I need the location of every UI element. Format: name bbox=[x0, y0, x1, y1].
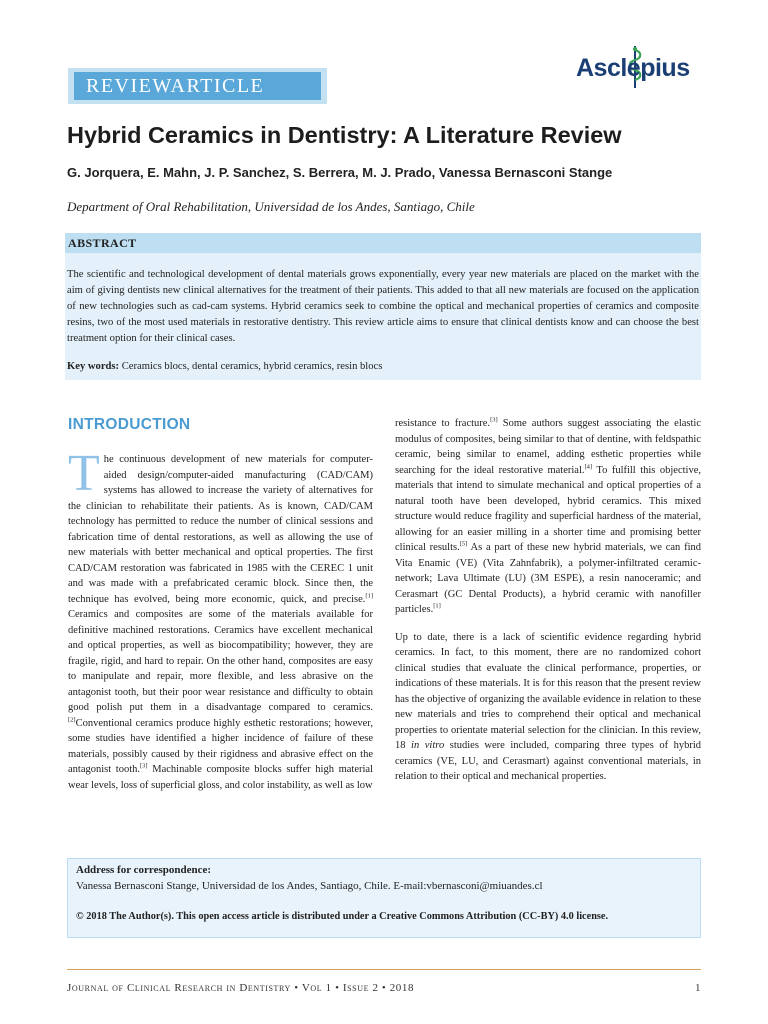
correspondence-heading: Address for correspondence: bbox=[76, 864, 212, 876]
text-run: As a part of these new hybrid materials, we can find Vita Enamic (VE) (Vita Zahnfabrik), a polymer-infiltrated ceramic-network; Lava Ultimate (LU) (3M ESPE), a resin nanoceramic; and Cerasmart (GC Dental Products), a hybrid ceramic with nanofiller particles. bbox=[395, 542, 701, 615]
text-run: To fulfill this objective, materials that intend to simulate mechanical and optical properties of a natural tooth have been developed, hybrid ceramics. This mixed structure would reduce fragility and superficial hardness of the material, allowing for an easier milling in a shorter time and promising better clinical results. bbox=[395, 464, 701, 553]
text-run: Up to date, there is a lack of scientific evidence regarding hybrid ceramics. In fact, to this moment, there are no randomized cohort clinical studies that evaluate the clinical performance, properties, or indications of these materials. It is for this reason that the present review has the objective of organizing the available evidence in relation to these new materials and tries to comprehend their optical and mechanical properties to orientate material selection for the clinician. In this review, 18 bbox=[395, 631, 701, 751]
text-run: resistance to fracture. bbox=[395, 418, 491, 429]
article-title: Hybrid Ceramics in Dentistry: A Literature Review bbox=[67, 122, 622, 148]
citation-ref: [4] bbox=[584, 463, 593, 470]
correspondence-address: Vanessa Bernasconi Stange, Universidad de los Andes, Santiago, Chile. E-mail:vbernasconi@miuandes.cl bbox=[76, 880, 543, 892]
left-column-text bbox=[68, 445, 373, 793]
keywords-label: Key words: bbox=[67, 361, 120, 372]
drop-cap: T bbox=[68, 445, 100, 502]
intro-paragraph-continued bbox=[395, 416, 701, 618]
right-column-text bbox=[395, 416, 701, 785]
abstract-text: The scientific and technological development of dental materials grows exponentially, every year new materials are placed on the market with the aim of giving dentists new clinical alternatives for the treatment of their patients. This added to that all new materials are focused on the application of new technologies such as cad-cam systems. Hybrid ceramics seek to combine the optical and mechanical properties of ceramics and composite resins, two of the most used materials in restorative dentistry. This review article aims to ensure that clinical dentists know and can choose the best treatment option for their clinical cases. bbox=[67, 269, 699, 345]
text-run: Conventional ceramics produce highly esthetic restorations; however, some studies have identified a higher incidence of failure of these materials, possibly caused by their rigidness and abrasive effect on the antagonist tooth. bbox=[68, 717, 373, 775]
citation-ref: [1] bbox=[433, 602, 441, 610]
intro-paragraph-1 bbox=[68, 445, 373, 793]
page-number: 1 bbox=[695, 982, 701, 994]
text-run: he continuous development of new materials for computer-aided design/computer-aided manufacturing (CAD/CAM) systems has allowed to increase the variety of alternatives for the clinician to rehabilitate their patients. As is known, CAD/CAM technology has permitted to reduce the number of clinical sessions and fabrication time of dental restorations, as well as allowing the use of new materials with better mechanical and optical properties. The first CAD/CAM restoration was fabricated in 1985 with the CEREC 1 unit and was made with a prefabricated ceramic block. Since then, the technique has evolved, being more economic, quick, and precise. bbox=[68, 454, 373, 605]
journal-footer: Journal of Clinical Research in Dentistry • Vol 1 • Issue 2 • 2018 bbox=[67, 982, 415, 994]
citation-ref: [3] bbox=[140, 762, 148, 770]
keywords-list: Ceramics blocs, dental ceramics, hybrid ceramics, resin blocs bbox=[119, 361, 383, 372]
text-run: studies were included, comparing three types of hybrid ceramics (VE, LU, and Cerasmart) against conventional materials, in relation to their optical and mechanical properties. bbox=[395, 740, 702, 782]
text-run: Ceramics and composites are some of the materials available for definitive machined restorations. Ceramics have excellent mechanical and optical properties, as well as biocompatibility; however, they are fragile, rigid, and hard to repair. On the other hand, composites are easy to manipulate and repair, more flexible, and less abrasive on the antagonist tooth, but their poor wear resistance and difficulty to obtain good polish put them in a disadvantage compared to ceramics. bbox=[68, 609, 373, 713]
citation-ref: [5] bbox=[459, 540, 468, 548]
correspondence-box bbox=[67, 858, 701, 938]
text-run: Machinable composite blocks suffer high material wear levels, loss of superficial gloss, and color instability, as well as low bbox=[68, 764, 373, 791]
introduction-heading: INTRODUCTION bbox=[68, 416, 191, 433]
author-list: G. Jorquera, E. Mahn, J. P. Sanchez, S. Berrera, M. J. Prado, Vanessa Bernasconi Stange bbox=[67, 165, 613, 180]
intro-paragraph-1-text bbox=[68, 445, 373, 791]
keywords bbox=[67, 361, 382, 372]
citation-ref: [2] bbox=[68, 716, 76, 723]
article-type-badge bbox=[68, 68, 327, 104]
abstract-section bbox=[65, 233, 701, 380]
text-run: Some authors suggest associating the elastic modulus of composites, being similar to that of dentine, with feldspathic ceramic, being similar to enamel, adding esthetic properties while searching for the ideal restorative material. bbox=[395, 418, 701, 476]
citation-ref: [3] bbox=[490, 416, 498, 424]
publisher-logo bbox=[576, 44, 696, 90]
author-affiliation: Department of Oral Rehabilitation, Universidad de los Andes, Santiago, Chile bbox=[67, 199, 475, 214]
license-statement: © 2018 The Author(s). This open access article is distributed under a Creative Commons Attribution (CC-BY) 4.0 license. bbox=[76, 911, 609, 922]
citation-ref: [1] bbox=[365, 592, 373, 599]
abstract-header-bar bbox=[65, 233, 701, 253]
italic-term: in vitro bbox=[411, 740, 445, 751]
footer-divider bbox=[67, 969, 701, 970]
intro-paragraph-2 bbox=[395, 630, 701, 785]
abstract-heading: ABSTRACT bbox=[68, 236, 137, 250]
article-type-label: REVIEWARTICLE bbox=[74, 72, 321, 100]
publisher-logo-text: Asclepius bbox=[576, 54, 690, 82]
